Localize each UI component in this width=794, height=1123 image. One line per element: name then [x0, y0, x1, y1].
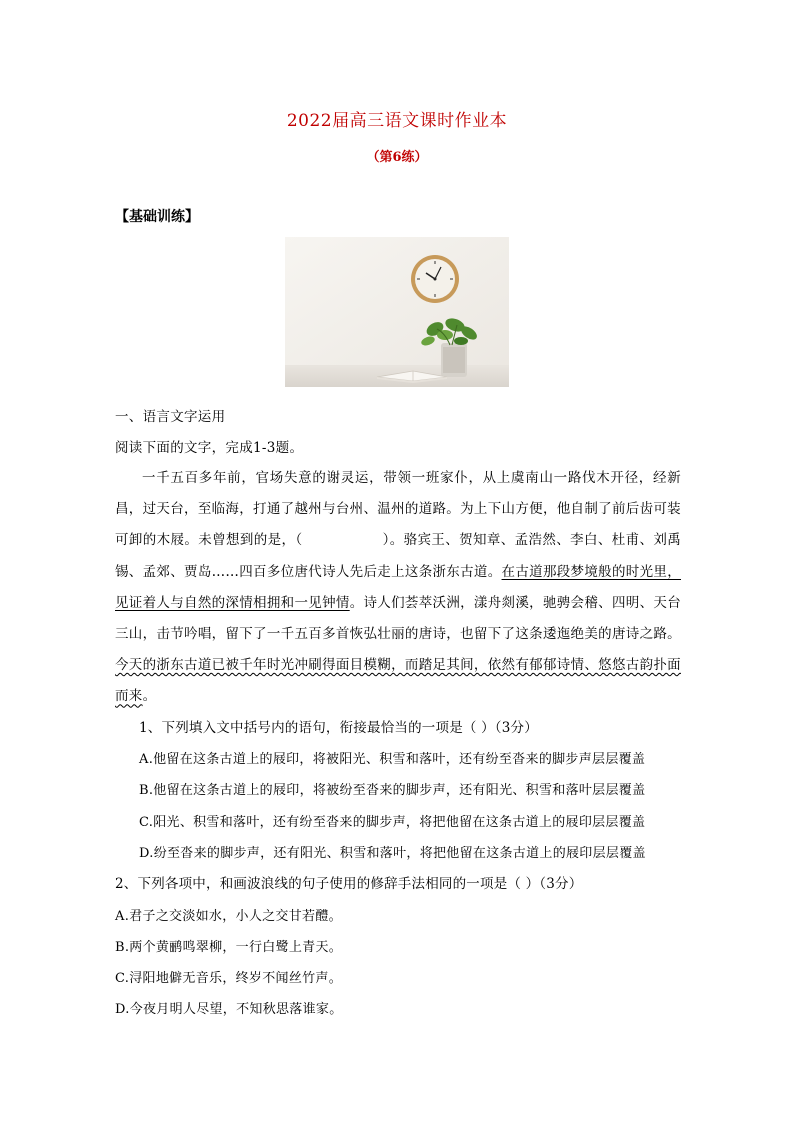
passage-text-end: 。 — [142, 688, 157, 705]
passage-text-3: 。诗人们荟萃沃洲，漾舟剡溪，驰骋会稽、四明、天台三山，击节吟唱，留下了一千五百多首恢弘壮丽的唐诗，也留下了这条逶迤绝美的唐诗之路。 — [115, 594, 681, 643]
wavy-underlined-sentence: 今天的浙东古道已被千年时光冲刷得面目模糊，而踏足其间，依然有郁郁诗情、悠悠古韵扑面而来 — [115, 657, 681, 705]
part-title: 一、语言文字运用 — [115, 409, 226, 425]
question-1-stem: 1、下列填入文中括号内的语句，衔接最恰当的一项是（ ）（3分） — [139, 720, 538, 736]
question-2-option-d: D.今夜月明人尽望，不知秋思落谁家。 — [115, 1002, 343, 1017]
passage-text-2: ）。骆宾王、贺知章、孟浩然、李白、杜甫、刘禹锡、孟郊、贾岛……四百多位唐代诗人先后走上这条浙东古道。 — [115, 532, 681, 580]
question-1-option-a: A.他留在这条古道上的屐印，将被阳光、积雪和落叶，还有纷至沓来的脚步声层层覆盖 — [139, 752, 646, 767]
question-2-stem: 2、下列各项中，和画波浪线的句子使用的修辞手法相同的一项是（ ）（3分） — [115, 876, 583, 892]
passage-text-1: 一千五百多年前，官场失意的谢灵运，带领一班家仆，从上虞南山一路伐木开径，经新昌，过天台，至临海，打通了越州与台州、温州的道路。为上下山方便，他自制了前后齿可装可卸的木屐。未曾想到的是，（ — [115, 470, 681, 549]
reading-passage — [115, 463, 681, 713]
question-1-option-c: C.阳光、积雪和落叶，还有纷至沓来的脚步声，将把他留在这条古道上的屐印层层覆盖 — [139, 815, 646, 830]
document-subtitle: （第6练） — [366, 150, 428, 165]
question-1-option-b: B.他留在这条古道上的屐印，将被纷至沓来的脚步声，还有阳光、积雪和落叶层层覆盖 — [139, 783, 646, 798]
underlined-sentence: 在古道那段梦境般的时光里，见证着人与自然的深情相拥和一见钟情 — [115, 563, 681, 611]
clock-plant-book-photo — [285, 237, 509, 387]
question-1-option-d: D.纷至沓来的脚步声，还有阳光、积雪和落叶，将把他留在这条古道上的屐印层层覆盖 — [139, 846, 646, 861]
document-title: 2022届高三语文课时作业本 — [286, 111, 508, 131]
question-2-option-c: C.浔阳地僻无音乐，终岁不闻丝竹声。 — [115, 971, 343, 986]
photo-illustration — [285, 237, 509, 387]
section-tag: 【基础训练】 — [115, 209, 199, 225]
question-2-option-b: B.两个黄鹂鸣翠柳，一行白鹭上青天。 — [115, 940, 343, 955]
question-2-option-a: A.君子之交淡如水，小人之交甘若醴。 — [115, 909, 342, 924]
reading-instruction: 阅读下面的文字，完成1-3题。 — [115, 440, 304, 456]
